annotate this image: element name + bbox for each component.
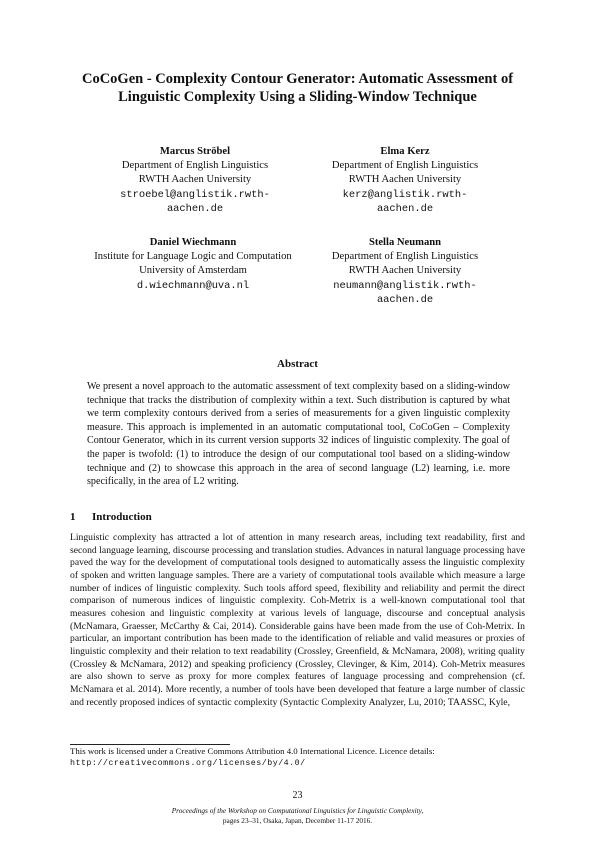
author-email[interactable]: d.wiechmann@uva.nl [136, 279, 250, 292]
author-affiliation: Department of English Linguistics [331, 160, 479, 172]
title-line-2: Linguistic Complexity Using a Sliding-Window Technique [118, 89, 477, 105]
author-email[interactable]: neumann@anglistik.rwth- [333, 279, 477, 292]
author-name: Elma Kerz [380, 146, 430, 157]
author-block [90, 145, 300, 216]
title-line-1: CoCoGen - Complexity Contour Generator: Automatic Assessment of [81, 71, 514, 87]
author-institution: RWTH Aachen University [348, 174, 462, 186]
author-name: Marcus Ströbel [159, 146, 231, 157]
author-email[interactable]: stroebel@anglistik.rwth- [120, 188, 270, 201]
author-institution: RWTH Aachen University [348, 265, 462, 277]
author-email[interactable]: kerz@anglistik.rwth- [342, 188, 468, 201]
author-affiliation: Department of English Linguistics [331, 251, 479, 263]
author-name: Stella Neumann [368, 237, 442, 248]
section-title: Introduction [92, 511, 152, 523]
author-email-continued[interactable]: aachen.de [166, 202, 224, 215]
proceedings-title: Proceedings of the Workshop on Computational Linguistics for Linguistic Complexity, [171, 806, 424, 815]
author-email-continued[interactable]: aachen.de [376, 202, 434, 215]
author-block [300, 236, 510, 307]
paper-title [60, 70, 535, 106]
introduction-text: Linguistic complexity has attracted a lot of attention in many research areas, including text readability, first and second language learning, discourse processing and translation studies. Advances in natural language processing have paved the way for the development of computational tools designed to automatically assess the linguistic complexity of spoken and written language samples. There are a variety of computational tools available which measure a large number of indices of linguistic complexity. Such tools afford speed, flexibility and reliability and permit the direct comparison of numerous indices of linguistic complexity. Coh-Metrix is a well-known computational tool that measures cohesion and linguistic complexity at various levels of language, discourse and conceptual analysis (McNamara, Graesser, McCarthy & Cai, 2014). Considerable gains have been made from the use of Coh-Metrix. In particular, an important contribution has been made to the identification of reliable and valid measures or proxies of linguistic complexity and their relation to text readability (Crossley, Greenfield, & McNamara, 2008), writing quality (Crossley & McNamara, 2012) and speaking proficiency (Crossley, Clevinger, & Kim, 2014). Coh-Metrix measures are also shown to serve as proxy for more complex features of language processing and comprehension (cf. McNamara et al. 2014). More recently, a number of tools have been developed that feature a large number of classic and recently proposed indices of syntactic complexity (Syntactic Complexity Analyzer, Lu, 2010; TAASSC, Kyle, [70, 532, 525, 708]
section-number: 1 [70, 511, 76, 523]
proceedings-details: pages 23–31, Osaka, Japan, December 11-17 2016. [222, 815, 373, 825]
author-block [73, 236, 313, 293]
footnote [70, 746, 530, 769]
author-affiliation: Institute for Language Logic and Computation [94, 251, 292, 263]
author-email-continued[interactable]: aachen.de [376, 293, 434, 306]
author-institution: University of Amsterdam [139, 265, 247, 277]
author-institution: RWTH Aachen University [138, 174, 252, 186]
abstract-text: We present a novel approach to the automatic assessment of text complexity based on a sliding-window technique that tracks the distribution of complexity within a text. Such distribution is captured by what we term complexity contours derived from a series of measurements for a given linguistic complexity measure. This approach is implemented in an automatic computational tool, CoCoGen – Complexity Contour Generator, which in its current version supports 32 indices of linguistic complexity. The goal of the paper is twofold: (1) to introduce the design of our computational tool based on a sliding-window technique and (2) to showcase this approach in the area of second language (L2) learning, i.e. more specifically, in the area of L2 writing. [87, 381, 510, 488]
introduction-body [70, 532, 525, 709]
proceedings-footer [0, 806, 595, 825]
author-block [300, 145, 510, 216]
author-affiliation: Department of English Linguistics [121, 160, 269, 172]
page-number: 23 [292, 790, 303, 801]
abstract-body [87, 380, 510, 489]
license-link[interactable]: http://creativecommons.org/licenses/by/4.0/ [70, 758, 306, 768]
footnote-text: This work is licensed under a Creative Commons Attribution 4.0 International Licence. Licence details: [70, 746, 435, 756]
section-heading [70, 511, 530, 523]
abstract-heading: Abstract [277, 358, 318, 370]
author-name: Daniel Wiechmann [149, 237, 237, 248]
footnote-divider [70, 744, 230, 745]
